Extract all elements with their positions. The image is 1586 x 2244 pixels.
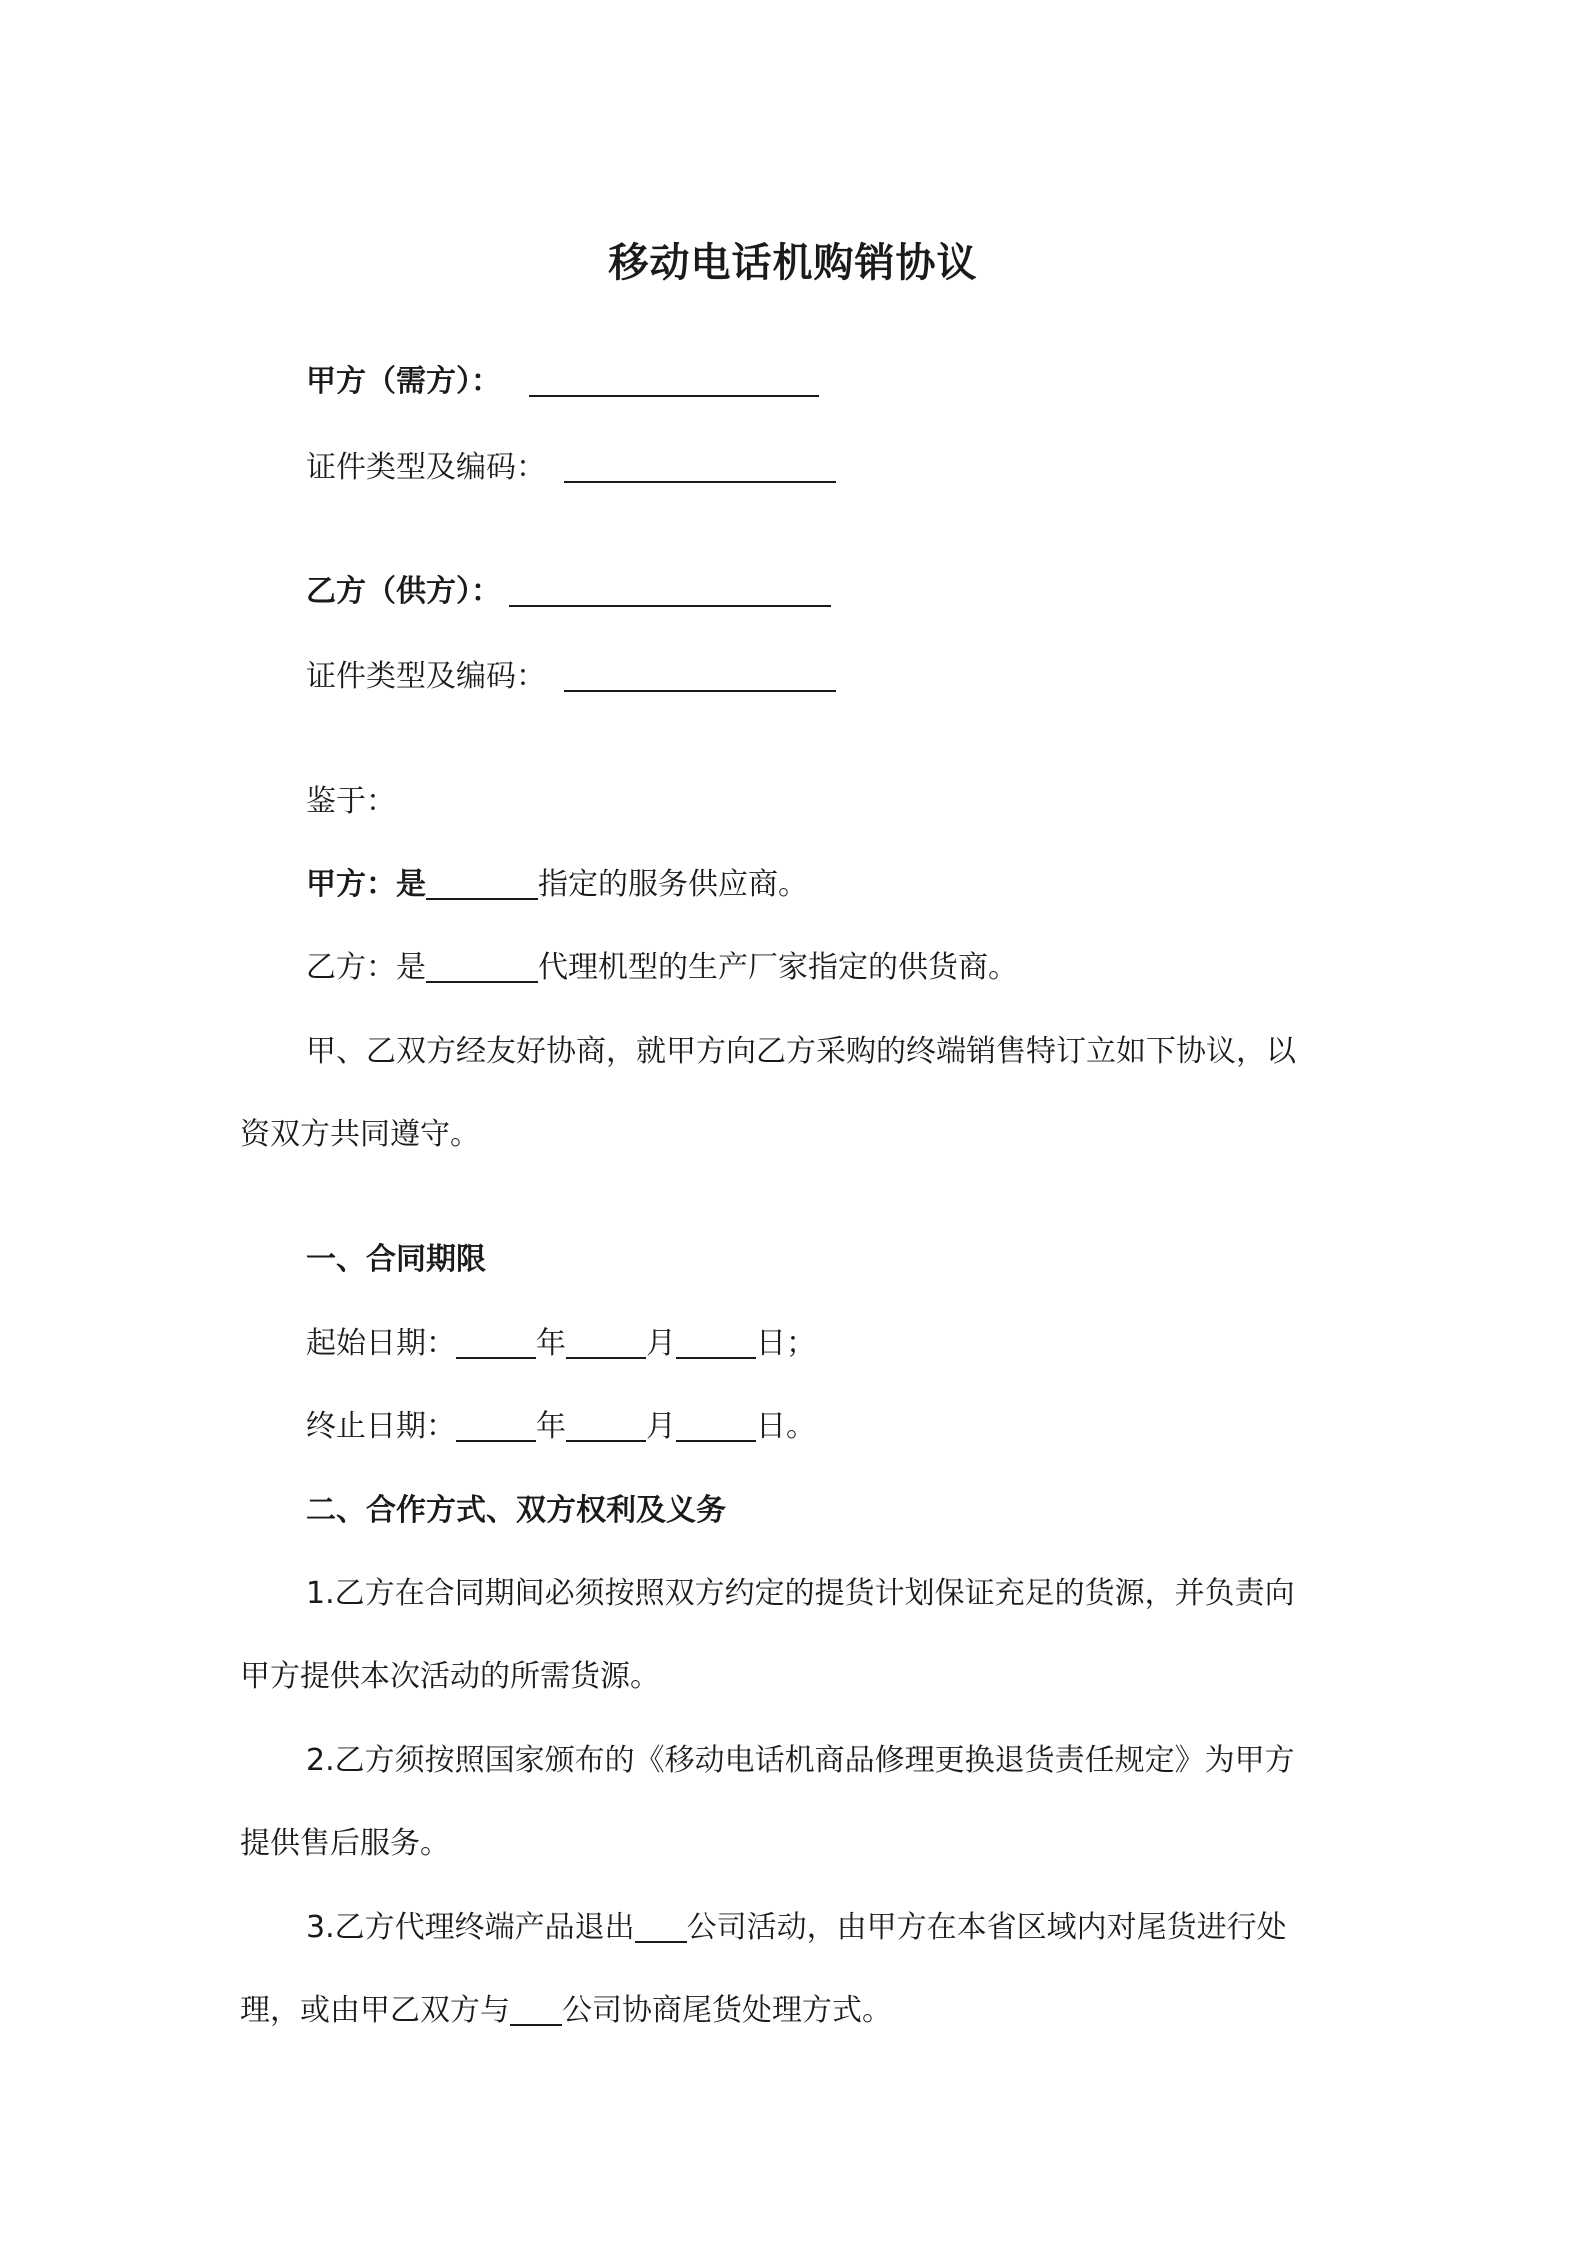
end-day-blank[interactable] [676, 1406, 756, 1442]
end-month-label: 月 [646, 1409, 676, 1444]
agreement-text-1: 甲、乙双方经友好协商，就甲方向乙方采购的终端销售特订立如下协议，以 [306, 1034, 1296, 1069]
item-3-text-1a: 3.乙方代理终端产品退出 [306, 1910, 635, 1945]
whereas-party-b [306, 946, 1018, 990]
party-a-id-line [306, 446, 836, 490]
start-day-blank[interactable] [676, 1323, 756, 1359]
party-a-label: 甲方（需方）： [306, 364, 501, 399]
whereas-a-suffix: 指定的服务供应商。 [538, 867, 808, 902]
item-3-line2 [240, 1989, 1350, 2033]
party-a-id-label: 证件类型及编码： [306, 450, 546, 485]
party-b-id-label: 证件类型及编码： [306, 659, 546, 694]
item-1-text-1: 1.乙方在合同期间必须按照双方约定的提货计划保证充足的货源，并负责向 [306, 1576, 1295, 1611]
item-3-blank-2[interactable] [510, 1990, 562, 2026]
whereas-heading: 鉴于： [306, 784, 396, 819]
item-1-line2: 甲方提供本次活动的所需货源。 [240, 1659, 660, 1694]
section-1-heading: 一、合同期限 [306, 1242, 486, 1277]
party-b-id-line [306, 655, 836, 699]
whereas-b-blank[interactable] [426, 947, 538, 983]
whereas-party-a [306, 863, 808, 907]
item-3-blank-1[interactable] [635, 1907, 687, 1943]
party-b-id-blank[interactable] [564, 656, 836, 692]
start-date-line [306, 1322, 816, 1366]
end-year-blank[interactable] [456, 1406, 536, 1442]
start-month-label: 月 [646, 1326, 676, 1361]
start-year-label: 年 [536, 1326, 566, 1361]
party-b-line [306, 570, 831, 614]
party-a-blank[interactable] [529, 361, 819, 397]
party-b-blank[interactable] [509, 571, 831, 607]
agreement-paragraph-line2: 资双方共同遵守。 [240, 1117, 480, 1152]
party-a-line [306, 360, 819, 404]
end-day-label: 日。 [756, 1409, 816, 1444]
item-3-text-1b: 公司活动，由甲方在本省区域内对尾货进行处 [686, 1910, 1287, 1945]
whereas-a-prefix: 甲方：是 [306, 867, 426, 902]
item-2-line1 [240, 1739, 1350, 1783]
agreement-paragraph-line1 [240, 1030, 1350, 1074]
item-1-line1 [240, 1572, 1350, 1616]
end-year-label: 年 [536, 1409, 566, 1444]
item-2-line2: 提供售后服务。 [240, 1826, 450, 1861]
item-3-text-2b: 公司协商尾货处理方式。 [562, 1993, 892, 2028]
whereas-a-blank[interactable] [426, 864, 538, 900]
whereas-b-prefix: 乙方：是 [306, 950, 426, 985]
whereas-b-suffix: 代理机型的生产厂家指定的供货商。 [538, 950, 1018, 985]
end-date-line [306, 1405, 816, 1449]
start-month-blank[interactable] [566, 1323, 646, 1359]
party-b-label: 乙方（供方）： [306, 574, 501, 609]
end-date-label: 终止日期： [306, 1409, 456, 1444]
end-month-blank[interactable] [566, 1406, 646, 1442]
item-3-text-2a: 理，或由甲乙双方与 [240, 1993, 510, 2028]
start-date-label: 起始日期： [306, 1326, 456, 1361]
item-2-text-1: 2.乙方须按照国家颁布的《移动电话机商品修理更换退货责任规定》为甲方 [306, 1743, 1295, 1778]
document-title: 移动电话机购销协议 [608, 240, 978, 286]
start-day-label: 日； [756, 1326, 816, 1361]
party-a-id-blank[interactable] [564, 447, 836, 483]
start-year-blank[interactable] [456, 1323, 536, 1359]
item-3-line1 [240, 1906, 1350, 1950]
section-2-heading: 二、合作方式、双方权利及义务 [306, 1493, 726, 1528]
